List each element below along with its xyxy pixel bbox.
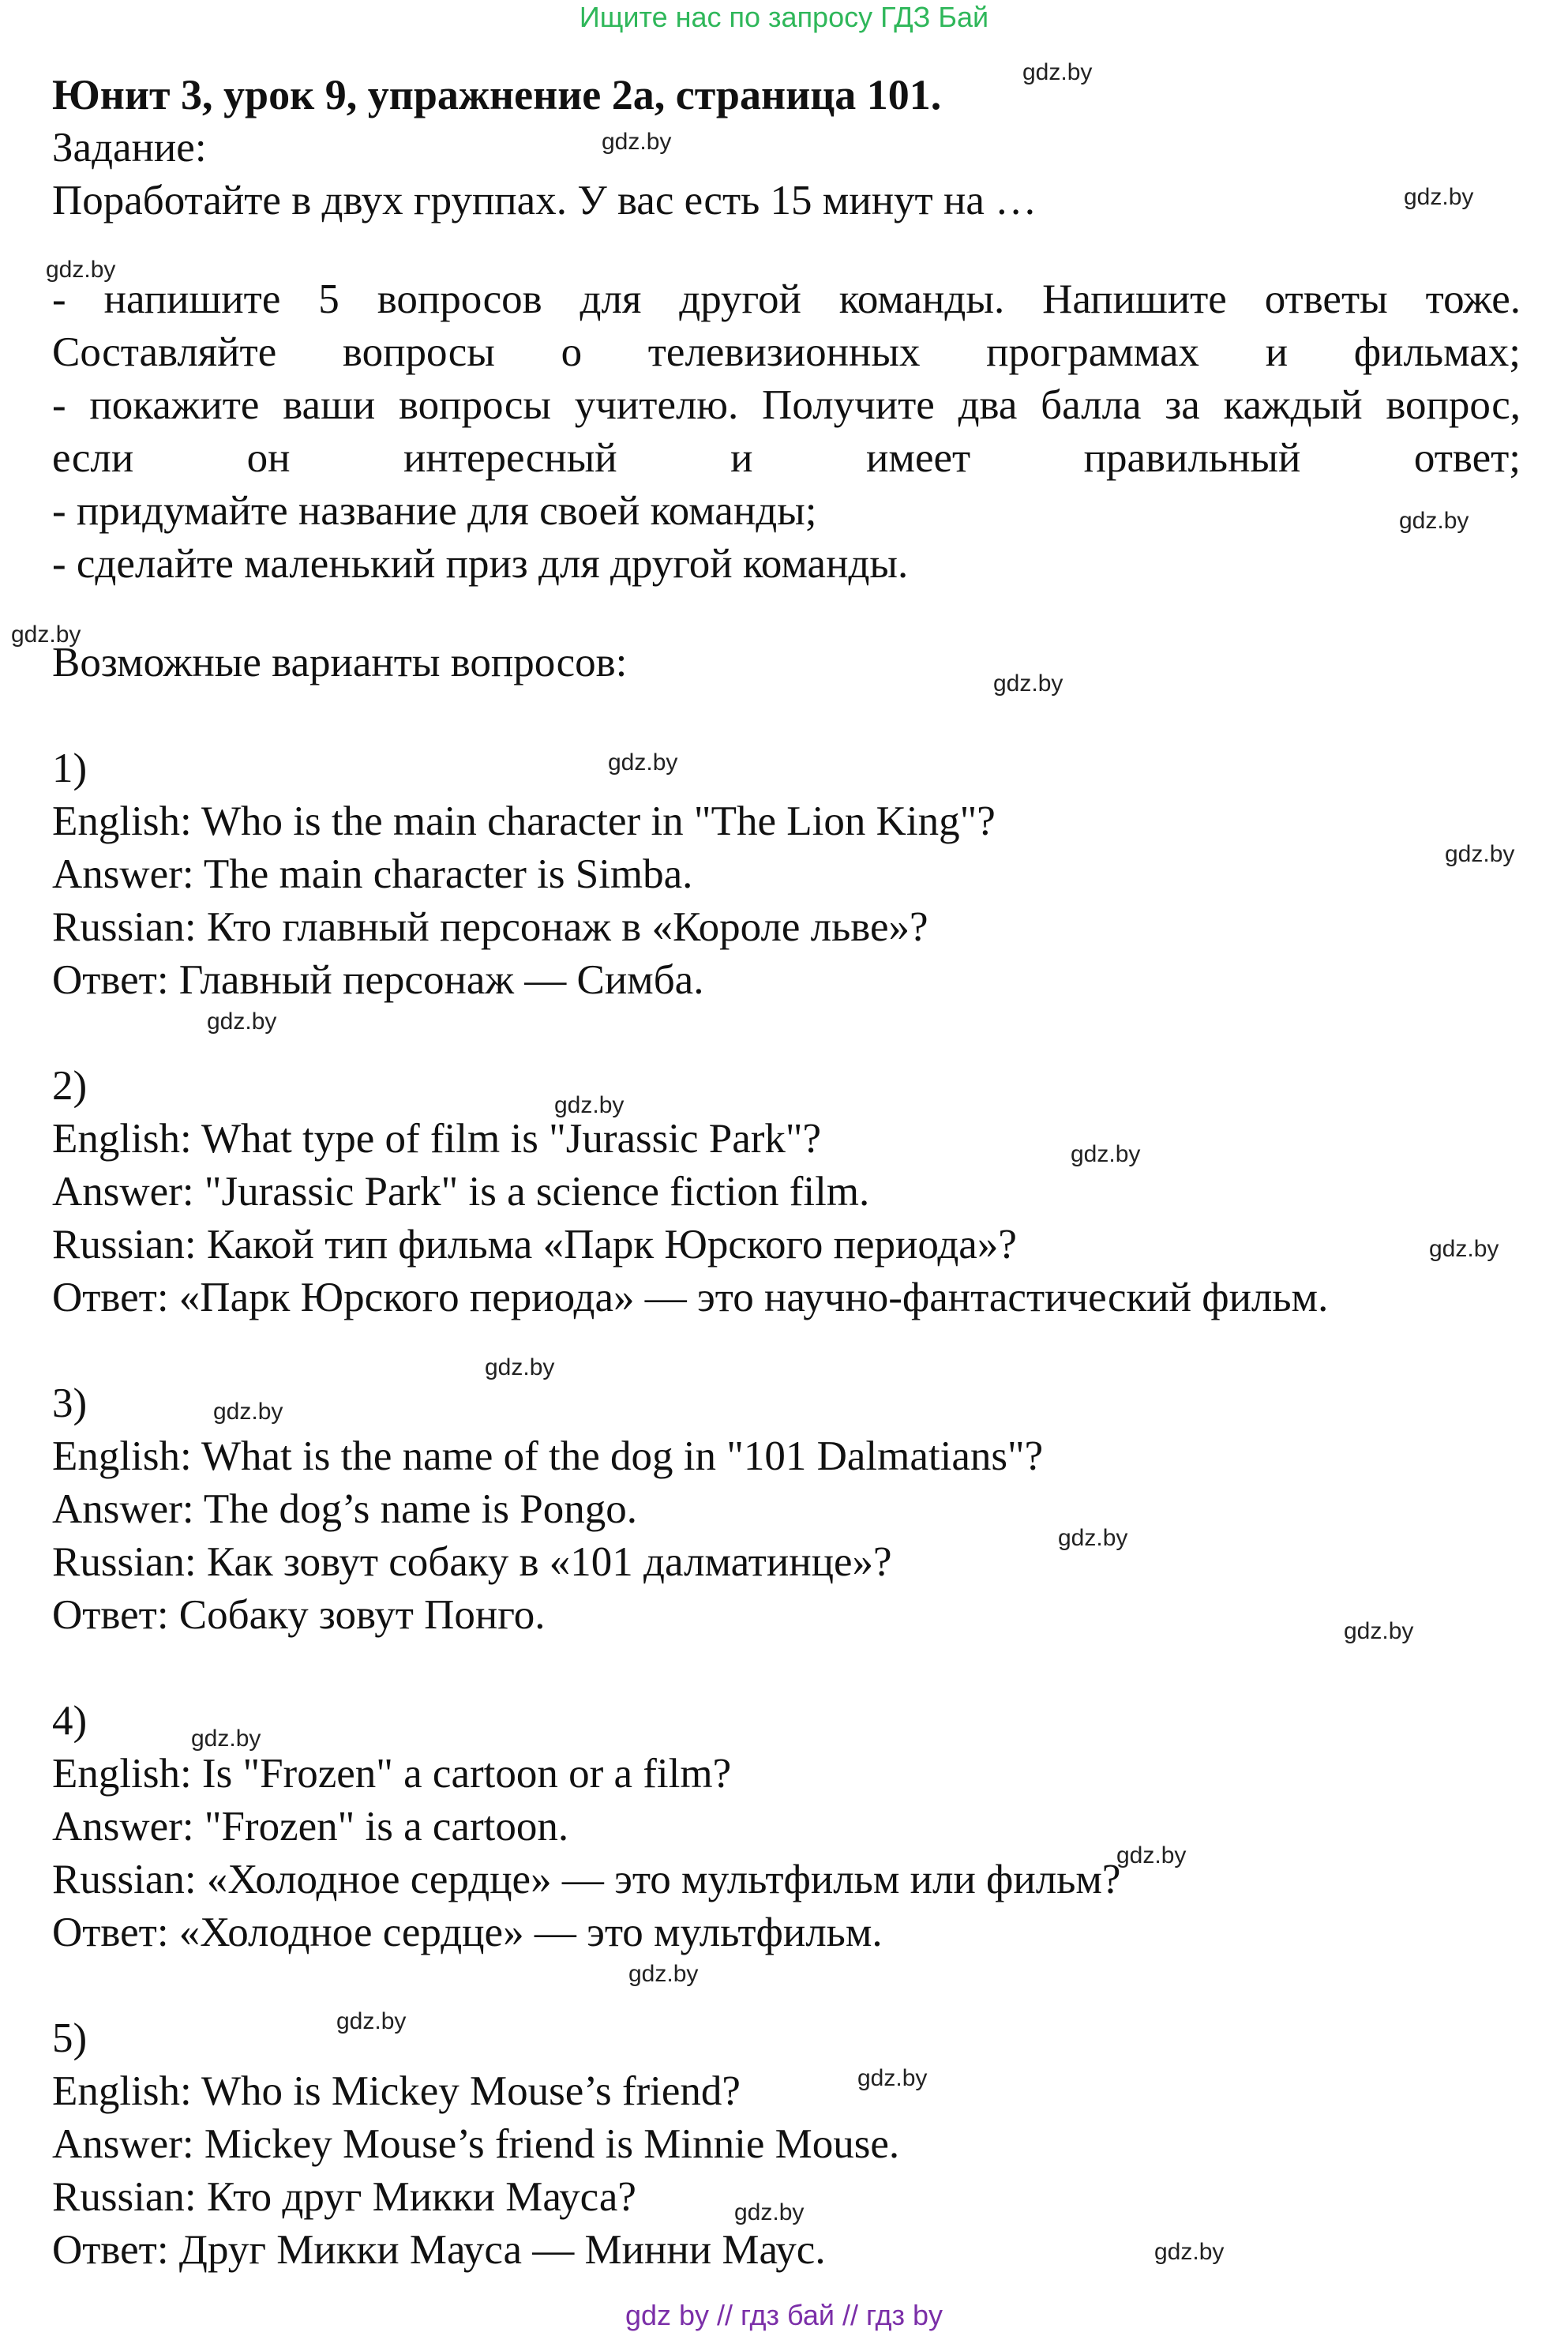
watermark: gdz.by bbox=[1022, 59, 1093, 85]
watermark: gdz.by bbox=[1071, 1141, 1141, 1167]
top-banner[interactable]: Ищите нас по запросу ГДЗ Бай bbox=[579, 1, 989, 33]
question-russian: Russian: Как зовут собаку в «101 далматинце»? bbox=[52, 1539, 892, 1585]
task-line: - напишите 5 вопросов для другой команды. Напишите ответы тоже. bbox=[52, 276, 1521, 322]
watermark: gdz.by bbox=[993, 670, 1063, 697]
watermark: gdz.by bbox=[1399, 508, 1469, 534]
watermark: gdz.by bbox=[554, 1092, 625, 1118]
question-block-4 bbox=[52, 1695, 1521, 1959]
watermark: gdz.by bbox=[46, 257, 116, 283]
watermark: gdz.by bbox=[11, 622, 81, 648]
task-line: - придумайте название для своей команды; bbox=[52, 488, 817, 534]
task-line: - сделайте маленький приз для другой команды. bbox=[52, 541, 909, 587]
watermark: gdz.by bbox=[1154, 2239, 1225, 2265]
question-block-5 bbox=[52, 2012, 1521, 2277]
question-otvet: Ответ: Собаку зовут Понго. bbox=[52, 1592, 546, 1638]
question-answer: Answer: The dog’s name is Pongo. bbox=[52, 1486, 637, 1532]
watermark: gdz.by bbox=[1058, 1525, 1128, 1551]
watermark: gdz.by bbox=[734, 2199, 805, 2225]
task-line: Составляйте вопросы о телевизионных программах и фильмах; bbox=[52, 329, 1521, 375]
question-english: English: Is "Frozen" a cartoon or a film? bbox=[52, 1751, 732, 1797]
question-number: 4) bbox=[52, 1698, 88, 1744]
page-title: Юнит 3, урок 9, упражнение 2а, страница 101. bbox=[52, 71, 942, 118]
spacer bbox=[52, 591, 1521, 637]
spacer bbox=[52, 1324, 1521, 1377]
spacer bbox=[52, 1642, 1521, 1695]
question-russian: Russian: Кто главный персонаж в «Короле льве»? bbox=[52, 904, 928, 950]
question-answer: Answer: "Jurassic Park" is a science fiction film. bbox=[52, 1169, 870, 1215]
watermark: gdz.by bbox=[1429, 1236, 1499, 1262]
question-otvet: Ответ: Друг Микки Мауса — Минни Маус. bbox=[52, 2227, 826, 2273]
question-russian: Russian: Кто друг Микки Мауса? bbox=[52, 2174, 636, 2220]
question-english: English: What is the name of the dog in "101 Dalmatians"? bbox=[52, 1433, 1044, 1479]
watermark: gdz.by bbox=[1445, 841, 1515, 867]
watermark: gdz.by bbox=[336, 2008, 407, 2034]
question-answer: Answer: "Frozen" is a cartoon. bbox=[52, 1804, 569, 1850]
watermark: gdz.by bbox=[213, 1399, 283, 1425]
spacer bbox=[52, 689, 1521, 742]
watermark: gdz.by bbox=[857, 2065, 928, 2091]
question-otvet: Ответ: Главный персонаж — Симба. bbox=[52, 957, 704, 1003]
watermark: gdz.by bbox=[207, 1008, 277, 1035]
task-line: - покажите ваши вопросы учителю. Получите два балла за каждый вопрос, bbox=[52, 382, 1521, 428]
question-number: 3) bbox=[52, 1380, 88, 1426]
watermark: gdz.by bbox=[1116, 1842, 1187, 1868]
task-intro: Поработайте в двух группах. У вас есть 15 минут на … bbox=[52, 178, 1037, 223]
question-russian: Russian: «Холодное сердце» — это мультфильм или фильм? bbox=[52, 1857, 1121, 1902]
variants-heading: Возможные варианты вопросов: bbox=[52, 640, 628, 685]
task-line: если он интересный и имеет правильный ответ; bbox=[52, 435, 1521, 481]
question-english: English: Who is Mickey Mouse’s friend? bbox=[52, 2068, 741, 2114]
spacer bbox=[52, 227, 1521, 273]
question-answer: Answer: The main character is Simba. bbox=[52, 851, 693, 897]
question-number: 1) bbox=[52, 745, 88, 791]
question-number: 2) bbox=[52, 1063, 88, 1109]
question-otvet: Ответ: «Парк Юрского периода» — это научно-фантастический фильм. bbox=[52, 1275, 1329, 1320]
watermark: gdz.by bbox=[602, 129, 672, 155]
spacer bbox=[52, 1959, 1521, 2012]
question-block-2 bbox=[52, 1060, 1521, 1324]
question-russian: Russian: Какой тип фильма «Парк Юрского периода»? bbox=[52, 1222, 1017, 1268]
document-body bbox=[52, 68, 1521, 2277]
watermark: gdz.by bbox=[1344, 1618, 1414, 1644]
watermark: gdz.by bbox=[191, 1726, 261, 1752]
watermark: gdz.by bbox=[628, 1961, 699, 1987]
watermark: gdz.by bbox=[1404, 184, 1474, 210]
task-label: Задание: bbox=[52, 125, 207, 171]
question-english: English: Who is the main character in "The Lion King"? bbox=[52, 798, 996, 844]
footer-links[interactable]: gdz by // гдз бай // гдз by bbox=[625, 2299, 943, 2331]
watermark: gdz.by bbox=[608, 749, 678, 776]
question-english: English: What type of film is "Jurassic Park"? bbox=[52, 1116, 822, 1162]
question-number: 5) bbox=[52, 2015, 88, 2061]
question-block-1 bbox=[52, 742, 1521, 1007]
question-answer: Answer: Mickey Mouse’s friend is Minnie Mouse. bbox=[52, 2121, 900, 2167]
question-otvet: Ответ: «Холодное сердце» — это мультфильм. bbox=[52, 1910, 883, 1955]
watermark: gdz.by bbox=[485, 1354, 555, 1380]
